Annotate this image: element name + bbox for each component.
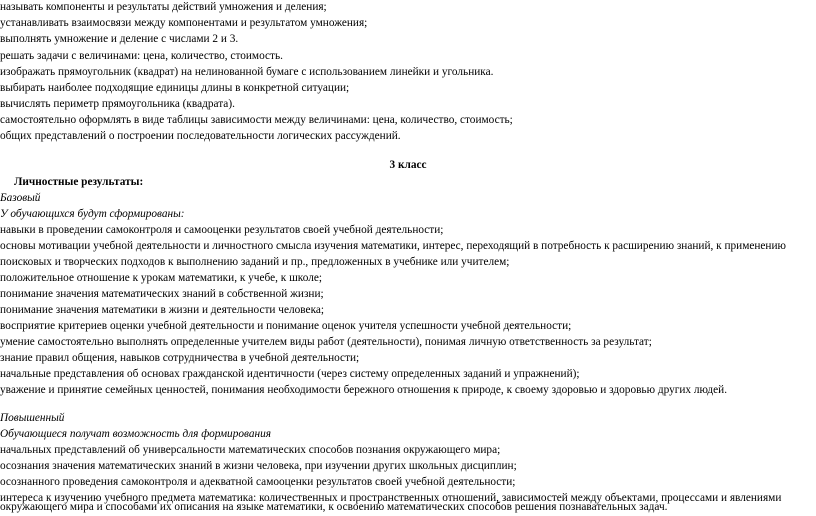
list-item: уважение и принятие семейных ценностей, понимания необходимости бережного отношения к природе, к своему здоровью и здоровью других людей. — [0, 384, 728, 396]
list-item: положительное отношение к урокам математики, к учебе, к школе; — [0, 272, 322, 284]
list-item: начальных представлений об универсальности математических способов познания окружающего мира; — [0, 444, 501, 456]
list-item: поисковых и творческих подходов к выполнению заданий и пр., предложенных в учебнике или учителем; — [0, 256, 510, 268]
list-item: понимание значения математики в жизни и деятельности человека; — [0, 304, 325, 316]
list-item: интереса к изучению учебного предмета математика: количественных и пространственных отношений, зависимостей между объектами, процессами и явлениями — [0, 492, 782, 504]
list-item: осознания значения математических знаний в жизни человека, при изучении других школьных дисциплин; — [0, 460, 517, 472]
text-line: общих представлений о построении последовательности логических рассуждений. — [0, 130, 401, 142]
list-item: навыки в проведении самоконтроля и самооценки результатов своей учебной деятельности; — [0, 224, 444, 236]
level-label-advanced: Повышенный — [0, 412, 65, 424]
text-line: выбирать наиболее подходящие единицы длины в конкретной ситуации; — [0, 82, 350, 94]
level-label-basic: Базовый — [0, 192, 41, 204]
grade-heading: 3 класс — [389, 159, 427, 171]
advanced-intro: Обучающиеся получат возможность для формирования — [0, 428, 271, 440]
text-line: называть компоненты и результаты действий умножения и деления; — [0, 1, 327, 13]
list-item: основы мотивации учебной деятельности и личностного смысла изучения математики, интерес, переходящий в потребность к расширению знаний, к применению — [0, 240, 786, 252]
text-line: самостоятельно оформлять в виде таблицы зависимости между величинами: цена, количество, стоимость; — [0, 114, 513, 126]
text-line: устанавливать взаимосвязи между компонентами и результатом умножения; — [0, 17, 368, 29]
text-line: изображать прямоугольник (квадрат) на нелинованной бумаге с использованием линейки и угольника. — [0, 66, 494, 78]
text-line: решать задачи с величинами: цена, количество, стоимость. — [0, 50, 283, 62]
list-item: осознанного проведения самоконтроля и адекватной самооценки результатов своей учебной деятельности; — [0, 476, 516, 488]
list-item: восприятие критериев оценки учебной деятельности и понимание оценок учителя успешности учебной деятельности; — [0, 320, 572, 332]
text-line: вычислять периметр прямоугольника (квадрата). — [0, 98, 235, 110]
list-item: начальные представления об основах гражданской идентичности (через систему определенных заданий и упражнений); — [0, 368, 580, 380]
text-line: выполнять умножение и деление с числами 2 и 3. — [0, 33, 239, 45]
list-item: умение самостоятельно выполнять определенные учителем виды работ (деятельности), понимая личную ответственность за результат; — [0, 336, 652, 348]
list-item: знание правил общения, навыков сотрудничества в учебной деятельности; — [0, 352, 360, 364]
list-item: понимание значения математических знаний в собственной жизни; — [0, 288, 324, 300]
section-heading: Личностные результаты: — [14, 176, 144, 188]
basic-intro: У обучающихся будут сформированы: — [0, 208, 185, 220]
list-item: окружающего мира и способами их описания на языке математики, к освоению математических способов решения познавательных задач. — [0, 501, 668, 513]
